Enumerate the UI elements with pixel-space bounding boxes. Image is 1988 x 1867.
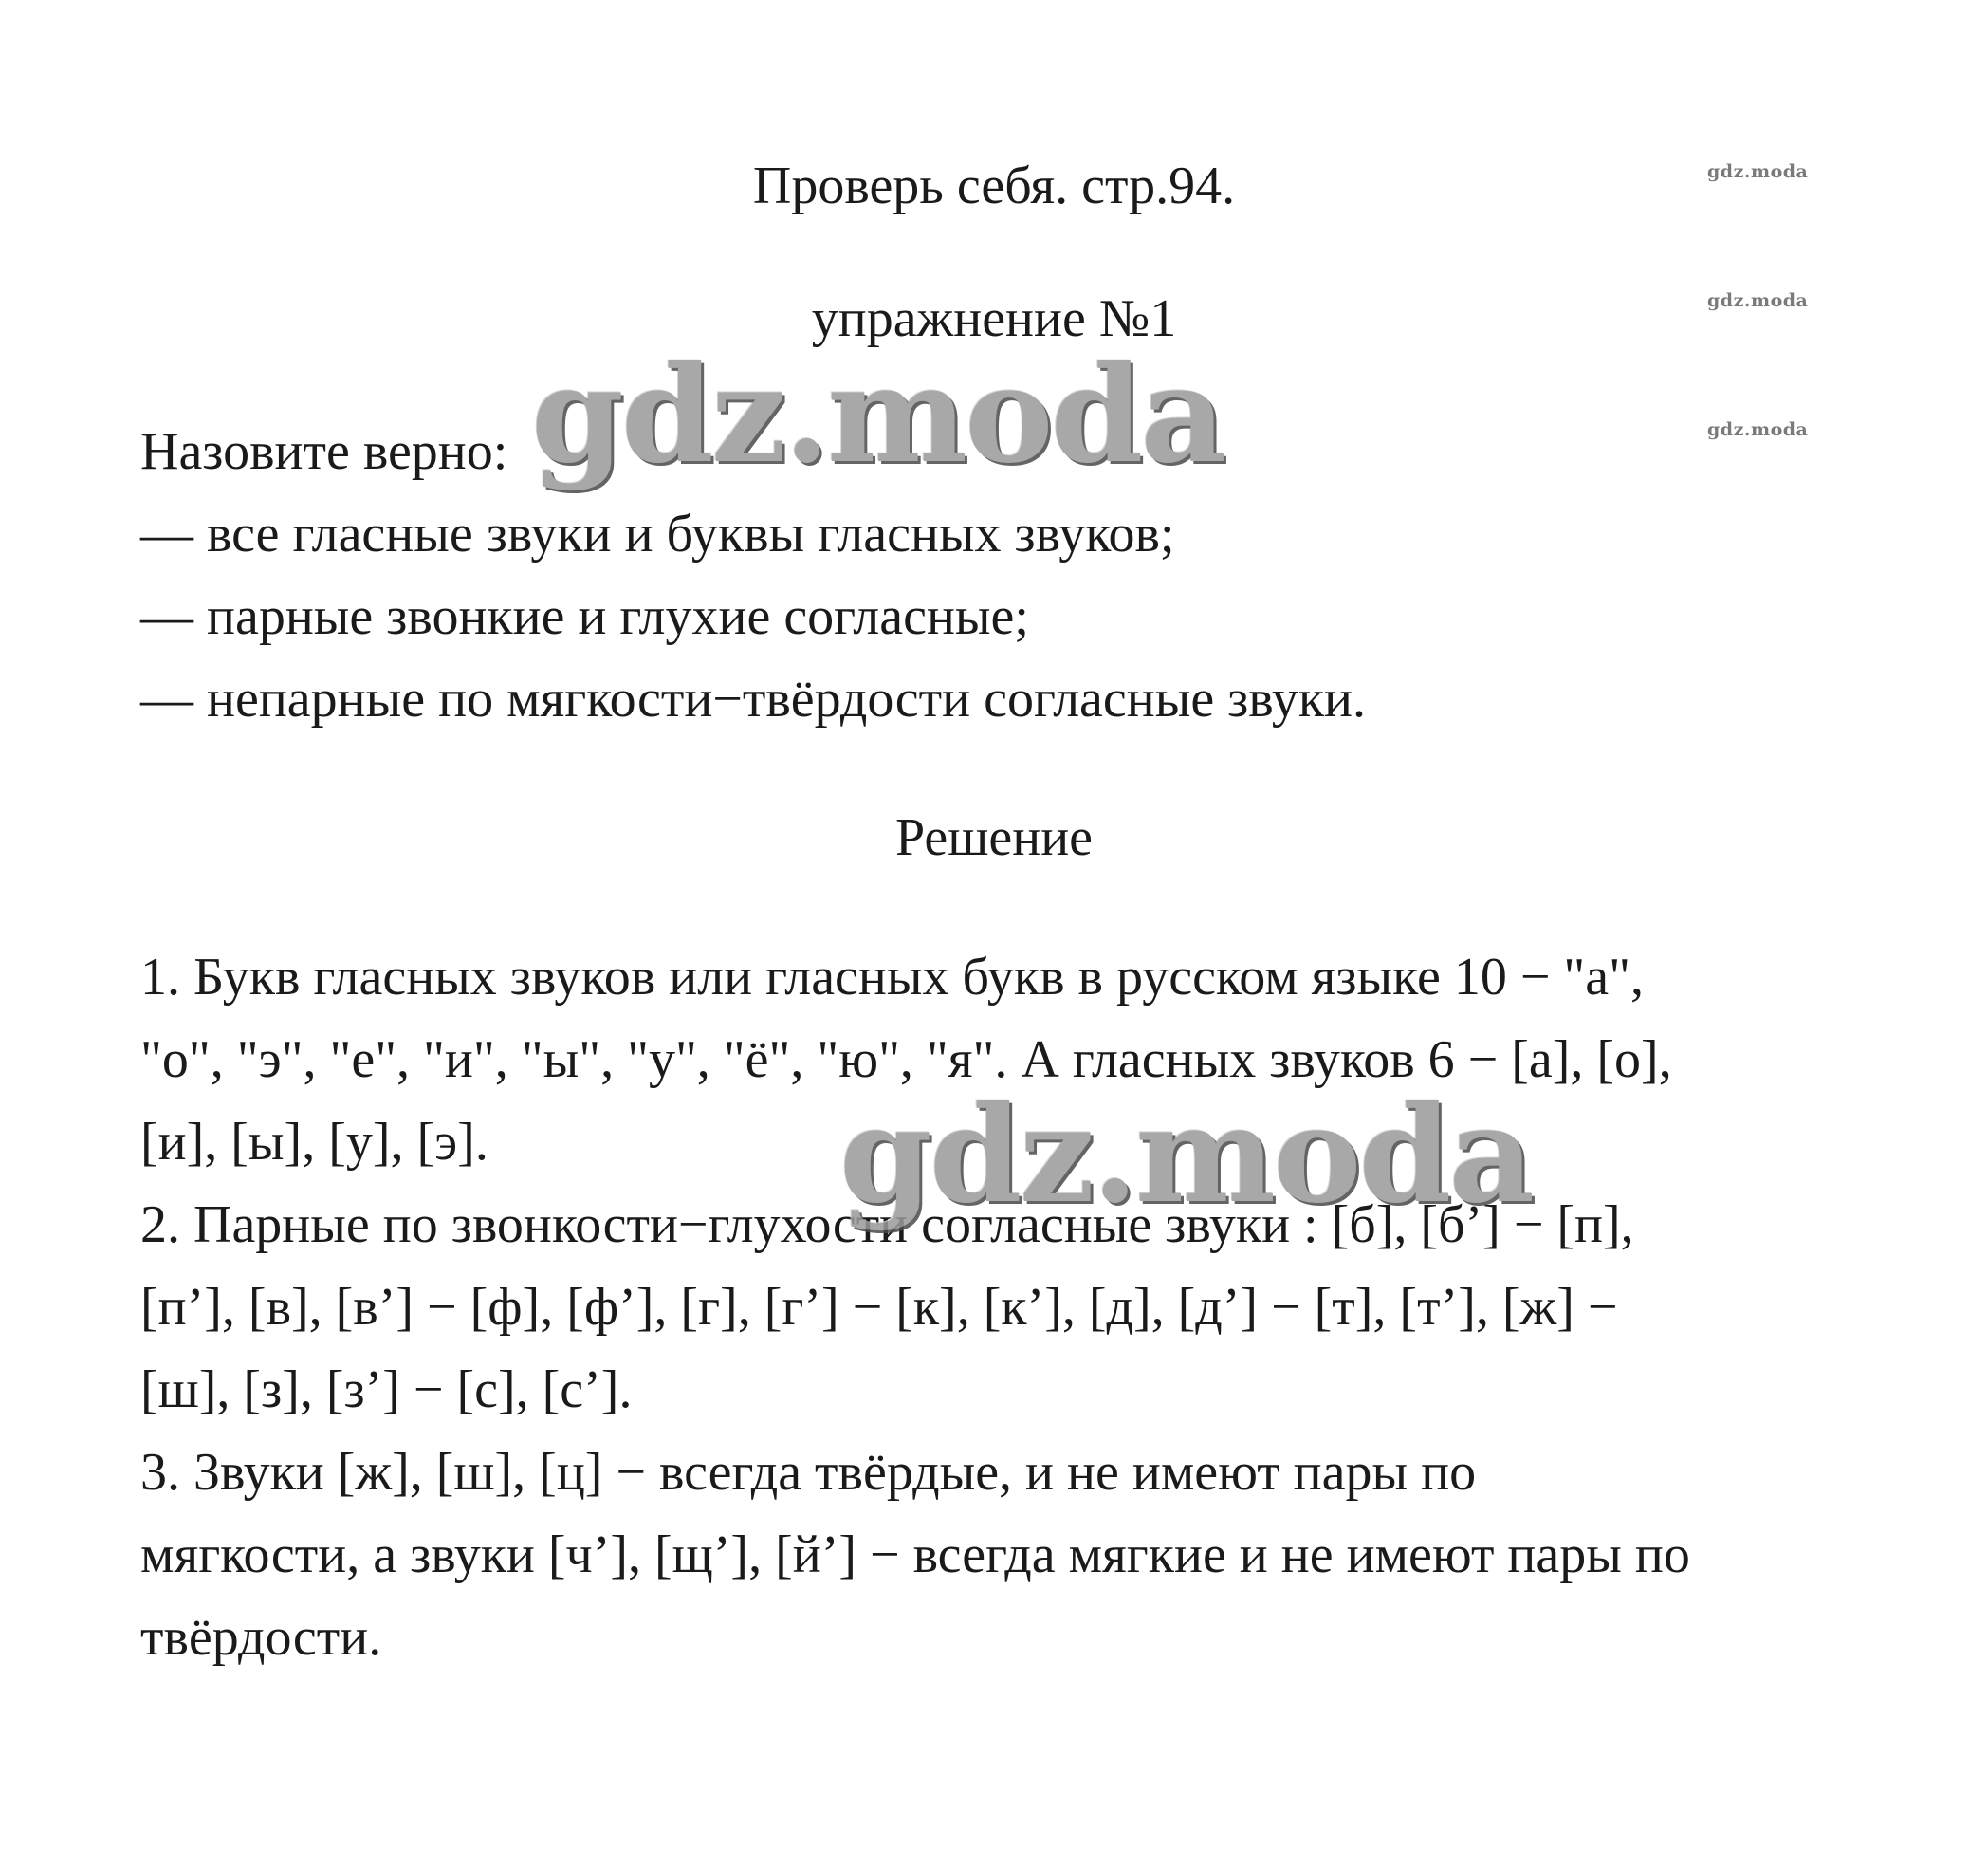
watermark-large: gdz.moda bbox=[839, 1078, 1533, 1233]
solution-line: 3. Звуки [ж], [ш], [ц] − всегда твёрдые, и не имеют пары по bbox=[140, 1443, 1477, 1502]
watermark-small: gdz.moda bbox=[1707, 419, 1809, 440]
watermark-large: gdz.moda bbox=[531, 338, 1224, 493]
exercise-title: упражнение №1 bbox=[811, 289, 1177, 348]
solution-line: "о", "э", "е", "и", "ы", "у", "ё", "ю", "я". А гласных звуков 6 − [а], [о], bbox=[140, 1030, 1672, 1089]
solution-line: [ш], [з], [з’] − [с], [с’]. bbox=[140, 1360, 633, 1419]
solution-line: мягкости, а звуки [ч’], [щ’], [й’] − всегда мягкие и не имеют пары по bbox=[140, 1525, 1690, 1584]
solution-line: [п’], [в], [в’] − [ф], [ф’], [г], [г’] − [к], [к’], [д], [д’] − [т], [т’], [ж] − bbox=[140, 1278, 1618, 1337]
page-title: Проверь себя. стр.94. bbox=[752, 157, 1236, 215]
task-item: — парные звонкие и глухие согласные; bbox=[140, 587, 1029, 646]
solution-heading: Решение bbox=[894, 808, 1094, 867]
task-intro: Назовите верно: bbox=[140, 422, 508, 481]
watermark-small: gdz.moda bbox=[1707, 290, 1809, 311]
solution-line: 1. Букв гласных звуков или гласных букв в русском языке 10 − "а", bbox=[140, 948, 1644, 1007]
solution-line: твёрдости. bbox=[140, 1608, 382, 1667]
solution-line: [и], [ы], [у], [э]. bbox=[140, 1113, 488, 1172]
solution-line: 2. Парные по звонкости−глухости согласные звуки : [б], [б’] − [п], bbox=[140, 1195, 1634, 1254]
task-item: — непарные по мягкости−твёрдости согласные звуки. bbox=[140, 670, 1366, 729]
watermark-small: gdz.moda bbox=[1707, 161, 1809, 182]
task-item: — все гласные звуки и буквы гласных звуков; bbox=[140, 505, 1175, 564]
